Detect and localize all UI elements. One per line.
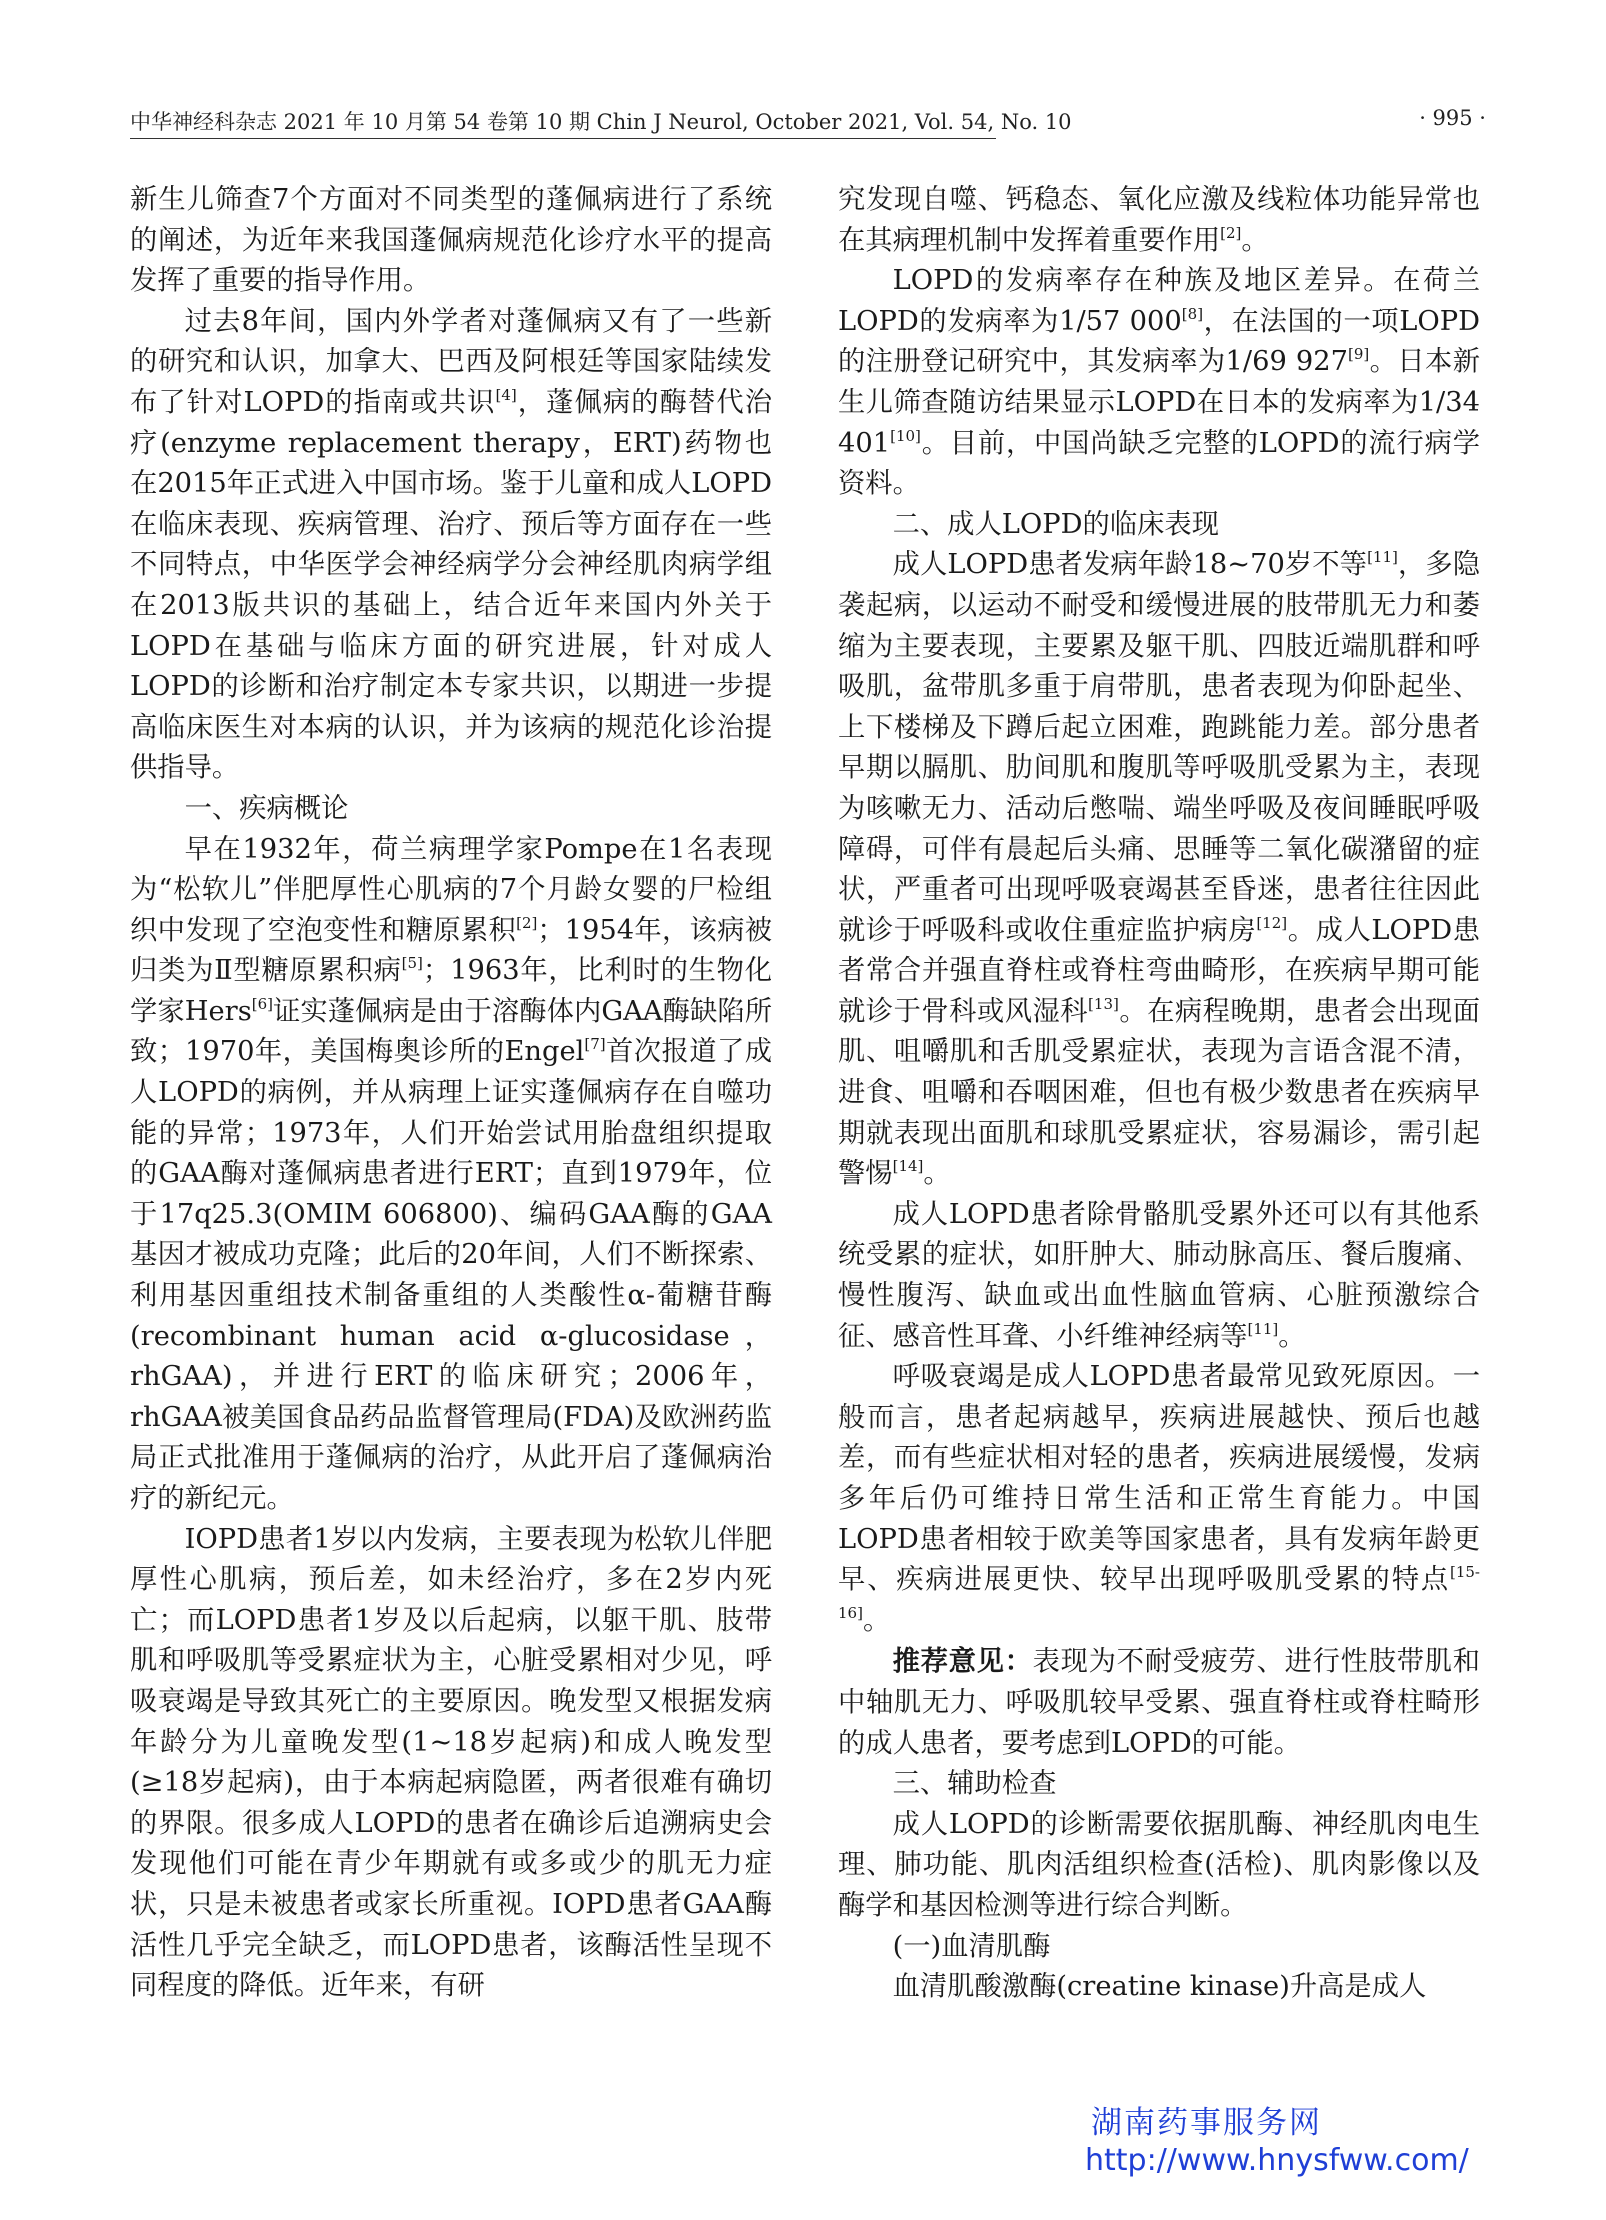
subsection-heading: (一)血清肌酶 (892, 1930, 1051, 1962)
paragraph: 呼吸衰竭是成人LOPD患者最常见致死原因。一般而言，患者起病越早，疾病进展越快、预后也越差，而有些症状相对轻的患者，疾病进展缓慢，发病多年后仍可维持日常生活和正常生育能力。中国LOPD患者相较于欧美等国家患者，具有发病年龄更早、疾病进展更快、较早出现呼吸肌受累的特点[15-16]。 (838, 1361, 1480, 1636)
paragraph: 血清肌酸激酶(creatine kinase)升高是成人 (892, 1971, 1427, 2003)
section-heading: 一、疾病概论 (184, 792, 349, 824)
citation-ref: [2] (1220, 223, 1242, 242)
left-column (130, 180, 772, 2007)
paragraph: 过去8年间，国内外学者对蓬佩病又有了一些新的研究和认识，加拿大、巴西及阿根廷等国家陆续发布了针对LOPD的指南或共识[4]，蓬佩病的酶替代治疗(enzyme replacement therapy，ERT)药物也在2015年正式进入中国市场。鉴于儿童和成人LOPD在临床表现、疾病管理、治疗、预后等方面存在一些不同特点，中华医学会神经病学分会神经肌肉病学组在2013版共识的基础上，结合近年来国内外关于LOPD在基础与临床方面的研究进展，针对成人LOPD的诊断和治疗制定本专家共识，以期进一步提高临床医生对本病的认识，并为该病的规范化诊治提供指导。 (130, 305, 772, 784)
recommendation-label: 推荐意见： (892, 1645, 1033, 1678)
header-rule (130, 138, 996, 139)
citation-ref: [14] (892, 1157, 924, 1176)
citation-ref: [6] (251, 994, 273, 1013)
section-heading: 二、成人LOPD的临床表现 (892, 508, 1220, 540)
citation-ref: [15-16] (838, 1563, 1480, 1622)
paragraph: IOPD患者1岁以内发病，主要表现为松软儿伴肥厚性心肌病，预后差，如未经治疗，多在2岁内死亡；而LOPD患者1岁及以后起病，以躯干肌、肢带肌和呼吸肌等受累症状为主，心脏受累相对少见，呼吸衰竭是导致其死亡的主要原因。晚发型又根据发病年龄分为儿童晚发型(1~18岁起病)和成人晚发型(≥18岁起病)，由于本病起病隐匿，两者很难有确切的界限。很多成人LOPD的患者在确诊后追溯病史会发现他们可能在青少年期就有或多或少的肌无力症状，只是未被患者或家长所重视。IOPD患者GAA酶活性几乎完全缺乏，而LOPD患者，该酶活性呈现不同程度的降低。近年来，有研 (130, 1523, 772, 2002)
paragraph: LOPD的发病率存在种族及地区差异。在荷兰LOPD的发病率为1/57 000[8]，在法国的一项LOPD的注册登记研究中，其发病率为1/69 927[9]。日本新生儿筛查随访结果显示LOPD在日本的发病率为1/34 401[10]。目前，中国尚缺乏完整的LOPD的流行病学资料。 (838, 265, 1481, 500)
citation-ref: [13] (1088, 994, 1119, 1013)
citation-ref: [7] (584, 1035, 606, 1054)
paragraph: 早在1932年，荷兰病理学家Pompe在1名表现为“松软儿”伴肥厚性心肌病的7个月龄女婴的尸检组织中发现了空泡变性和糖原累积[2]；1954年，该病被归类为Ⅱ型糖原累积病[5]；1963年，比利时的生物化学家Hers[6]证实蓬佩病是由于溶酶体内GAA酶缺陷所致；1970年，美国梅奥诊所的Engel[7]首次报道了成人LOPD的病例，并从病理上证实蓬佩病存在自噬功能的异常；1973年，人们开始尝试用胎盘组织提取的GAA酶对蓬佩病患者进行ERT；直到1979年，位于17q25.3(OMIM 606800)、编码GAA酶的GAA基因才被成功克隆；此后的20年间，人们不断探索、利用基因重组技术制备重组的人类酸性α-葡糖苷酶(recombinant human acid α-glucosidase，rhGAA)，并进行ERT的临床研究；2006年，rhGAA被美国食品药品监督管理局(FDA)及欧洲药监局正式批准用于蓬佩病的治疗，从此开启了蓬佩病治疗的新纪元。 (130, 833, 773, 1514)
watermark-url[interactable]: http://www.hnysfww.com/ (1085, 2143, 1469, 2178)
citation-ref: [8] (1181, 304, 1204, 323)
paragraph: 成人LOPD患者除骨骼肌受累外还可以有其他系统受累的症状，如肝肿大、肺动脉高压、餐后腹痛、慢性腹泻、缺血或出血性脑血管病、心脏预激综合征、感音性耳聋、小纤维神经病等[11]。 (838, 1198, 1480, 1352)
citation-ref: [9] (1348, 345, 1370, 364)
citation-ref: [11] (1367, 548, 1398, 567)
right-column (838, 180, 1480, 2008)
site-watermark (1085, 2104, 1505, 2180)
page-number: · 995 · (1419, 106, 1486, 130)
citation-ref: [11] (1247, 1319, 1279, 1338)
paragraph: 成人LOPD患者发病年龄18~70岁不等[11]，多隐袭起病，以运动不耐受和缓慢进展的肢带肌无力和萎缩为主要表现，主要累及躯干肌、四肢近端肌群和呼吸肌，盆带肌多重于肩带肌，患者表现为仰卧起坐、上下楼梯及下蹲后起立困难，跑跳能力差。部分患者早期以膈肌、肋间肌和腹肌等呼吸肌受累为主，表现为咳嗽无力、活动后憋喘、端坐呼吸及夜间睡眠呼吸障碍，可伴有晨起后头痛、思睡等二氧化碳潴留的症状，严重者可出现呼吸衰竭甚至昏迷，患者往往因此就诊于呼吸科或收住重症监护病房[12]。成人LOPD患者常合并强直脊柱或脊柱弯曲畸形，在疾病早期可能就诊于骨科或风湿科[13]。在病程晚期，患者会出现面肌、咀嚼肌和舌肌受累症状，表现为言语含混不清，进食、咀嚼和吞咽困难，但也有极少数患者在疾病早期就表现出面肌和球肌受累症状，容易漏诊，需引起警惕[14]。 (838, 548, 1481, 1190)
citation-ref: [12] (1256, 913, 1288, 932)
paragraph: 新生儿筛查7个方面对不同类型的蓬佩病进行了系统的阐述，为近年来我国蓬佩病规范化诊疗水平的提高发挥了重要的指导作用。 (130, 184, 772, 297)
citation-ref: [4] (495, 385, 517, 404)
recommendation: 推荐意见：表现为不耐受疲劳、进行性肢带肌和中轴肌无力、呼吸肌较早受累、强直脊柱或脊柱畸形的成人患者，要考虑到LOPD的可能。 (838, 1645, 1481, 1759)
running-header (130, 106, 1486, 140)
citation-ref: [5] (401, 954, 423, 973)
paragraph: 成人LOPD的诊断需要依据肌酶、神经肌肉电生理、肺功能、肌肉活组织检查(活检)、肌肉影像以及酶学和基因检测等进行综合判断。 (838, 1808, 1480, 1921)
citation-ref: [2] (516, 913, 538, 932)
journal-citation: 中华神经科杂志 2021 年 10 月第 54 卷第 10 期 Chin J Neurol, October 2021, Vol. 54, No. 10 (130, 110, 1072, 134)
citation-ref: [10] (890, 426, 921, 445)
paragraph: 究发现自噬、钙稳态、氧化应激及线粒体功能异常也在其病理机制中发挥着重要作用[2]。 (838, 184, 1480, 256)
watermark-name: 湖南药事服务网 (1091, 2105, 1322, 2141)
section-heading: 三、辅助检查 (892, 1768, 1057, 1800)
